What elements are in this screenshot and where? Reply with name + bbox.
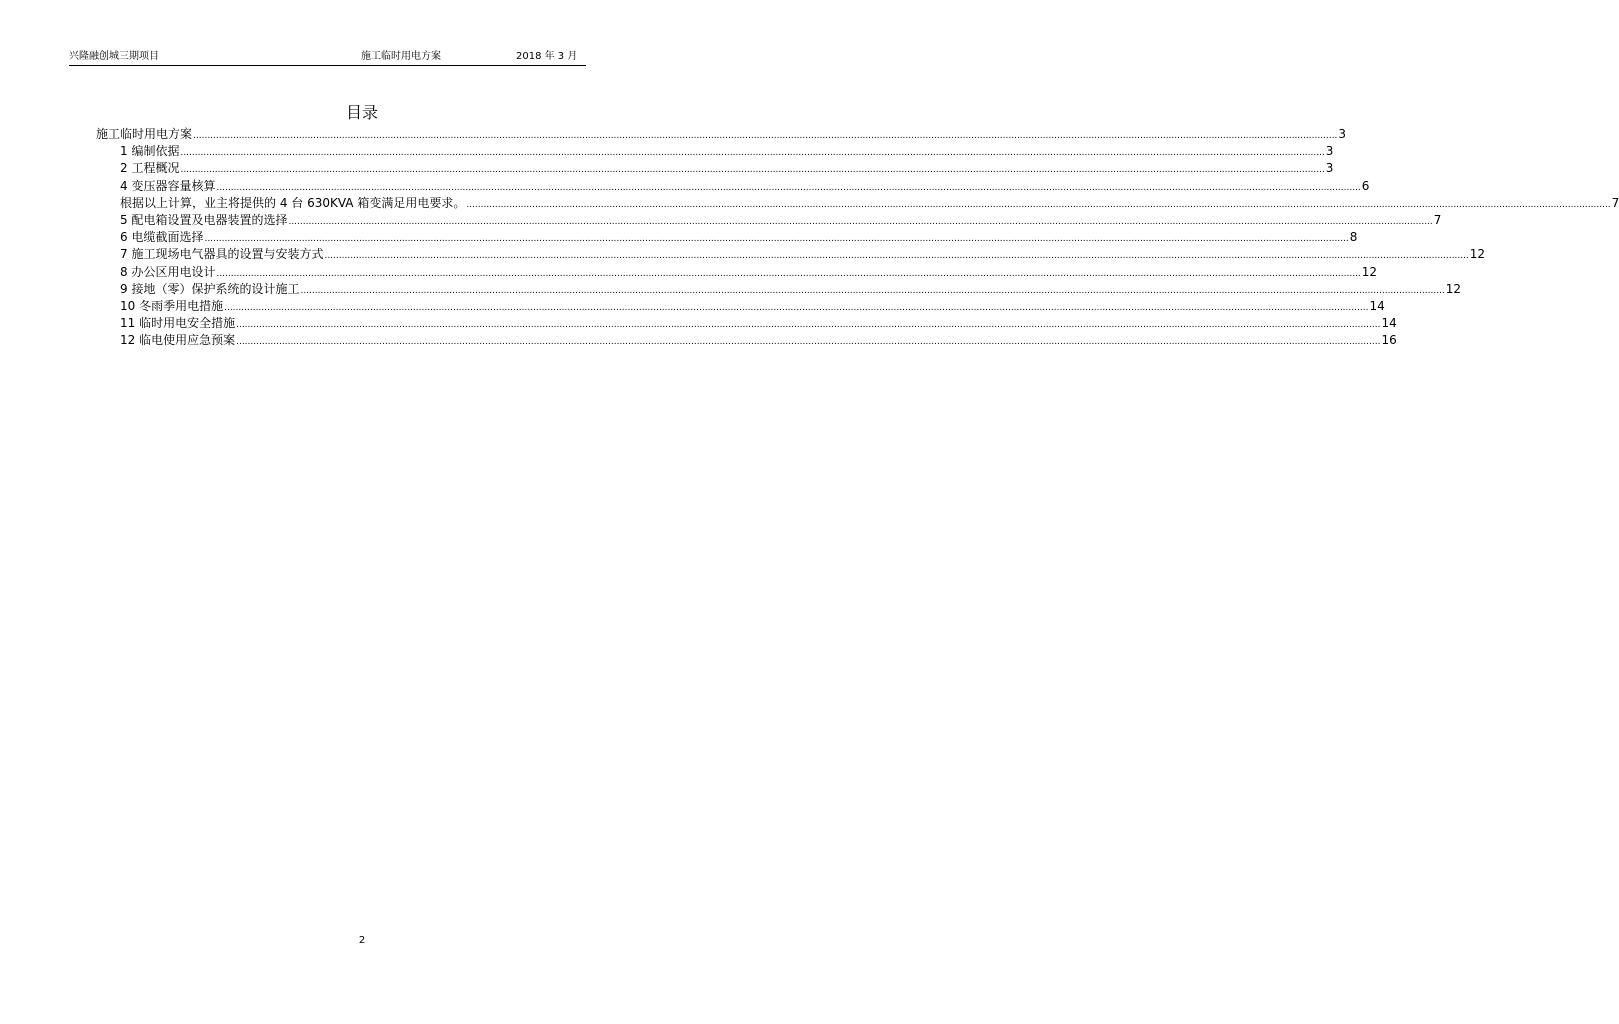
toc-entry-label: 9 接地（零）保护系统的设计施工 — [120, 281, 300, 296]
header-document-title: 施工临时用电方案 — [361, 51, 441, 62]
toc-dot-leader: ................................................................................................................................................................................................................................................................................................................................................................................................................ — [236, 320, 1381, 331]
toc-entry-label: 10 冬雨季用电措施 — [120, 299, 224, 313]
toc-entry[interactable] — [120, 160, 1334, 177]
toc-entry-page: 14 — [1381, 316, 1397, 331]
toc-entry[interactable] — [120, 332, 1397, 349]
toc-dot-leader: ................................................................................................................................................................................................................................................................................................................................................................................................................ — [300, 285, 1445, 296]
toc-entry[interactable] — [120, 298, 1385, 315]
toc-entry-label: 8 办公区用电设计 — [120, 264, 216, 279]
page-number: 2 — [358, 935, 366, 946]
toc-entry-page: 12 — [1469, 247, 1486, 262]
toc-entry[interactable] — [120, 229, 1358, 246]
toc-entry[interactable] — [120, 281, 1462, 298]
toc-entry[interactable] — [120, 143, 1334, 160]
page-header — [69, 51, 586, 66]
toc-entry-label: 根据以上计算，业主将提供的 4 台 630KVA 箱变满足用电要求。 — [120, 195, 466, 210]
toc-entry-page: 16 — [1381, 333, 1397, 348]
toc-entry-page: 6 — [1361, 178, 1370, 193]
toc-entry[interactable] — [120, 178, 1370, 195]
toc-dot-leader: ................................................................................................................................................................................................................................................................................................................................................................................................................ — [180, 165, 1325, 176]
toc-entry-page: 7 — [1433, 213, 1442, 227]
toc-entry-label: 5 配电箱设置及电器装置的选择 — [120, 213, 288, 227]
toc-entry-page: 12 — [1361, 264, 1378, 279]
toc-entry[interactable] — [120, 195, 1619, 212]
toc-entry-page: 7 — [1611, 195, 1619, 210]
toc-entry-label: 6 电缆截面选择 — [120, 230, 204, 245]
toc-entry-page: 8 — [1349, 230, 1358, 245]
toc-dot-leader: ................................................................................................................................................................................................................................................................................................................................................................................................................ — [216, 182, 1361, 193]
toc-entry[interactable] — [96, 126, 1346, 143]
toc-dot-leader: ................................................................................................................................................................................................................................................................................................................................................................................................................ — [204, 234, 1349, 245]
toc-entry[interactable] — [120, 315, 1397, 332]
toc-dot-leader: ................................................................................................................................................................................................................................................................................................................................................................................................................ — [216, 268, 1361, 279]
toc-dot-leader: ................................................................................................................................................................................................................................................................................................................................................................................................................ — [466, 199, 1611, 210]
toc-entry[interactable] — [120, 246, 1486, 263]
toc-dot-leader: ................................................................................................................................................................................................................................................................................................................................................................................................................ — [236, 337, 1381, 348]
toc-dot-leader: ................................................................................................................................................................................................................................................................................................................................................................................................................ — [288, 217, 1433, 227]
toc-entry-label: 1 编制依据 — [120, 144, 180, 159]
toc-dot-leader: ................................................................................................................................................................................................................................................................................................................................................................................................................ — [193, 131, 1338, 141]
toc-entry-page: 3 — [1338, 127, 1346, 141]
header-date: 2018 年 3 月 — [516, 51, 578, 62]
toc-entry-label: 12 临电使用应急预案 — [120, 333, 236, 348]
toc-entry-page: 3 — [1325, 144, 1334, 159]
toc-entry-label: 11 临时用电安全措施 — [120, 316, 236, 331]
toc-entry-label: 7 施工现场电气器具的设置与安装方式 — [120, 247, 324, 262]
toc-entry-page: 12 — [1445, 281, 1462, 296]
toc-entry[interactable] — [120, 212, 1442, 229]
toc-dot-leader: ................................................................................................................................................................................................................................................................................................................................................................................................................ — [180, 148, 1325, 159]
toc-entry-label: 施工临时用电方案 — [96, 127, 193, 141]
toc-entry[interactable] — [120, 264, 1378, 281]
header-project-name: 兴隆融创城三期项目 — [69, 51, 159, 62]
toc-dot-leader: ................................................................................................................................................................................................................................................................................................................................................................................................................ — [224, 303, 1369, 313]
toc-entry-page: 3 — [1325, 161, 1334, 176]
toc-dot-leader: ................................................................................................................................................................................................................................................................................................................................................................................................................ — [324, 251, 1469, 262]
toc-entry-label: 2 工程概况 — [120, 161, 180, 176]
toc-entry-page: 14 — [1369, 299, 1385, 313]
toc-heading: 目录 — [345, 103, 378, 122]
toc-entry-label: 4 变压器容量核算 — [120, 178, 216, 193]
